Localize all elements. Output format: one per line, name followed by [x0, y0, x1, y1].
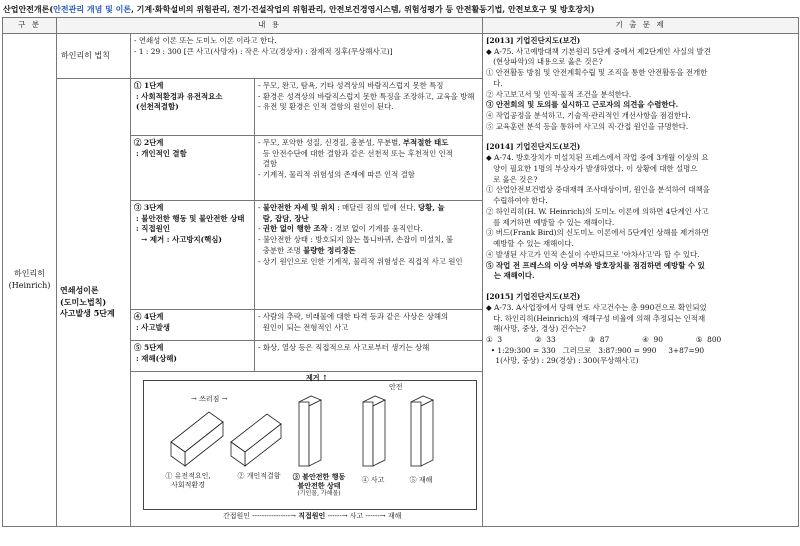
stage-content-line: - 사람의 추락, 비래물에 대한 타격 등과 같은 사상은 상해의 — [258, 311, 449, 321]
exam-line: 수립하여야 한다. — [486, 196, 548, 206]
exam-line: ④ 작업공정을 분석하고, 기술적·관리적인 개선사항을 점검한다. — [486, 111, 691, 121]
exam-line: 다. — [486, 78, 503, 88]
content-table — [2, 17, 799, 527]
exam-line: 로 옳은 것은? — [486, 174, 538, 184]
law-content — [131, 33, 483, 78]
stage-content-line: - 상기 원인으로 인한 기계적, 물리적 위험성은 직접적 사고 원인 — [258, 256, 463, 266]
stage-desc: : 사고발생 — [136, 322, 170, 332]
flow-accident: ------→ 사고 ------→ 재해 — [327, 511, 402, 520]
caption-3c: (기인물, 가해물) — [297, 490, 341, 498]
stage-content-line: 람, 잡담, 장난 — [262, 213, 309, 223]
exam-heading: [2014] 기업진단지도(보건) — [486, 142, 581, 152]
header-exam: 기 출 문 제 — [483, 18, 799, 34]
exam-line: 양이 필요한 1명의 부상자가 발생하였다. 이 상황에 대한 설명으 — [486, 163, 698, 173]
exam-line: (현상파악)의 내용으로 옳은 것은? — [486, 57, 603, 67]
caption-1: ① 유전적요인, 사회적환경 — [165, 471, 211, 489]
flow-direct: 직접원인 — [298, 510, 326, 520]
domino-diagram — [131, 372, 482, 526]
stage-content-line: - 화상, 열상 등은 직접적으로 사고로부터 생기는 상해 — [258, 342, 430, 352]
stage-4-content — [255, 309, 483, 340]
stage-3-content — [255, 200, 483, 309]
law-line-1: - 연쇄성 이론 또는 도미노 이론 이라고 한다. — [134, 35, 277, 45]
exam-line: 를 제거하면 예방할 수 있는 재해이다. — [486, 217, 615, 227]
caption-3a: ③ 불안전한 행동 — [292, 471, 346, 481]
stage-name: ③ 3단계 — [134, 202, 164, 212]
stage-desc: → 제거 : 사고방지(핵심) — [136, 235, 222, 245]
caption-5: ⑤ 재해 — [409, 475, 433, 484]
stage-content-line: - 무모, 완고, 탐욕, 기타 성격상의 바람직스럽지 못한 특징 — [258, 80, 444, 90]
caption-2: ② 개인적결함 — [237, 471, 281, 480]
stage-content-line: - 불안전한 자세 및 위치 : 매달린 짐의 밑에 선다, 당황, 놀 — [258, 202, 445, 212]
exam-heading: [2015] 기업진단지도(보건) — [486, 292, 581, 302]
domino-1 — [171, 412, 223, 466]
stage-content-line: 원인이 되는 전형적인 사고 — [258, 322, 349, 332]
domino-label: 연쇄성이론 (도미노법칙) 사고발생 5단계 — [57, 78, 131, 526]
exam-line: ③ 안전회의 및 토의를 실시하고 근로자의 의견을 수렴한다. — [486, 100, 679, 110]
stage-name: ② 2단계 — [134, 137, 164, 147]
stage-content-line: - 기계적, 물리적 위험성의 존재에 따른 인적 결함 — [258, 170, 415, 180]
stage-1-content — [255, 78, 483, 135]
exam-line: ① 3 ② 33 ③ 87 ④ 90 ⑤ 800 — [486, 334, 722, 344]
stage-content-line: - 유전 및 환경은 인적 결함의 원인이 된다. — [258, 102, 394, 112]
caption-3b: 불안전한 상태 — [297, 480, 341, 490]
remove-label: 제거 ↑ — [306, 372, 328, 382]
caption-3 — [279, 472, 359, 498]
stage-name: ⑤ 5단계 — [134, 342, 164, 352]
exam-line: 예방할 수 있는 재해이다. — [486, 239, 574, 249]
stage-2-content — [255, 135, 483, 200]
safe-label: 안전 — [389, 382, 403, 391]
exam-line: ② 하인리히(H. W. Heinrich)의 도미노 이론에 의하면 4단계인 사고 — [486, 206, 709, 216]
category-cell: 하인리히 (Heinrich) — [3, 33, 57, 526]
stage-content-line: - 무모, 포악한 성질, 신경질, 흥분성, 무분별, 부적절한 태도 — [258, 137, 449, 147]
exam-block — [486, 142, 795, 282]
title-suffix: , 기계·화학설비의 위험관리, 전기·건설작업의 위험관리, 안전보건경영시스템, 위험성평가 등 안전활동기법, 안전보호구 및 방호장치) — [131, 4, 595, 14]
stage-desc: : 사회적환경과 유전적요소 — [136, 91, 223, 101]
exam-line: ① 안전활동 방침 및 안전계획수립 및 조직을 통한 안전활동을 전개한 — [486, 68, 708, 78]
exam-block — [486, 36, 795, 133]
exam-line: 해(사망, 중상, 경상) 건수는? — [486, 324, 586, 334]
header-row — [3, 18, 799, 34]
exam-block — [486, 292, 795, 367]
exam-line: ⑤ 작업 전 프레스의 이상 여부와 방호장치를 점검하면 예방할 수 있 — [486, 260, 705, 270]
exam-cell — [483, 33, 799, 526]
header-content: 내 용 — [57, 18, 483, 34]
stage-content-line: - 환경은 성격상의 바람직스럽지 못한 특징을 조장하고, 교육을 방해 — [258, 91, 475, 101]
header-category: 구 분 — [3, 18, 57, 34]
stage-1-label — [131, 78, 255, 135]
stage-content-line: 충분한 조명 불량한 정리정돈 — [258, 245, 356, 255]
exam-line: ③ 버드(Frank Bird)의 신도미노 이론에서 5단계인 상해를 제거하면 — [486, 228, 709, 238]
page-title — [3, 4, 797, 16]
exam-line: ⑤ 교육훈련 분석 등을 통하여 사고의 직·간접 원인을 규명한다. — [486, 121, 689, 131]
stage-5-label — [131, 340, 255, 371]
stage-2-label — [131, 135, 255, 200]
law-row — [3, 33, 799, 78]
exam-heading: [2013] 기업진단지도(보건) — [486, 35, 581, 45]
exam-line: 1(사망, 중상) : 29(경상) : 300(무상해사고) — [486, 356, 639, 366]
stage-desc: : 직접원인 — [136, 224, 170, 234]
stage-content-line: 결함 — [258, 159, 277, 169]
stage-5-content — [255, 340, 483, 371]
law-line-2: - 1 : 29 : 300 [큰 사고(사망자) : 작은 사고(경상자) : 잠재적 징후(무상해사고)] — [134, 46, 393, 56]
stage-desc: : 재해(상해) — [136, 353, 177, 363]
falling-label: → 쓰러짐 → — [191, 394, 228, 403]
stage-name: ① 1단계 — [134, 80, 164, 90]
stage-3-label — [131, 200, 255, 309]
law-label: 하인리히 법칙 — [57, 33, 131, 78]
stage-desc: : 불안전한 행동 및 불안전한 상태 — [136, 213, 245, 223]
domino-2 — [231, 414, 281, 466]
stage-content-line: 등 안전수단에 대한 결함과 같은 선천적 또는 후천적인 인적 — [258, 148, 453, 158]
exam-line: ② 사고보고서 및 인적·물적 조건을 분석한다. — [486, 89, 632, 99]
title-prefix: 산업안전개론( — [3, 4, 54, 14]
exam-line: ④ 발생된 사고가 인적 손실이 수반되므로 '아차사고'라 할 수 있다. — [486, 249, 700, 259]
exam-line: 는 재해이다. — [486, 271, 535, 281]
exam-line: ◆ A-75. 사고예방대책 기본원리 5단계 중에서 제2단계인 사실의 발견 — [486, 46, 711, 56]
exam-line: ◆ A-73. A사업장에서 당해 연도 사고건수는 총 990건으로 확인되었 — [486, 302, 707, 312]
stage-4-label — [131, 309, 255, 340]
stage-content-line: - 불안전한 상태 : 방호되지 않는 톱니바퀴, 손잡이 미설치, 불 — [258, 235, 454, 245]
stage-desc: : 개인적인 결함 — [136, 148, 187, 158]
exam-line: • 1:29:300 = 330 그러므로 3:87:900 = 990 3+87=90 — [486, 345, 705, 355]
domino-5 — [411, 396, 433, 466]
domino-4 — [363, 396, 385, 466]
stage-name: ④ 4단계 — [134, 311, 164, 321]
stage-desc: (선천적결함) — [136, 102, 179, 112]
flow-line — [223, 511, 401, 521]
diagram-cell — [131, 371, 483, 526]
exam-line: ① 산업안전보건법상 중대재해 조사대상이며, 원인을 분석하여 대책을 — [486, 185, 710, 195]
domino-3 — [299, 396, 321, 466]
caption-4: ④ 사고 — [361, 475, 385, 484]
stage-content-line: - 권한 없이 행한 조작 : 경보 없이 기계를 움직인다. — [258, 224, 423, 234]
flow-indirect: 간접원인 ----------------→ — [223, 511, 296, 520]
exam-line: ◆ A-74. 방호장치가 미설치된 프레스에서 작업 중에 3개월 이상의 요 — [486, 153, 709, 163]
title-highlight: 안전관리 개념 및 이론 — [53, 4, 132, 14]
exam-line: 다. 하인리히(Heinrich)의 재해구성 비율에 의해 추정되는 인적재 — [486, 313, 706, 323]
